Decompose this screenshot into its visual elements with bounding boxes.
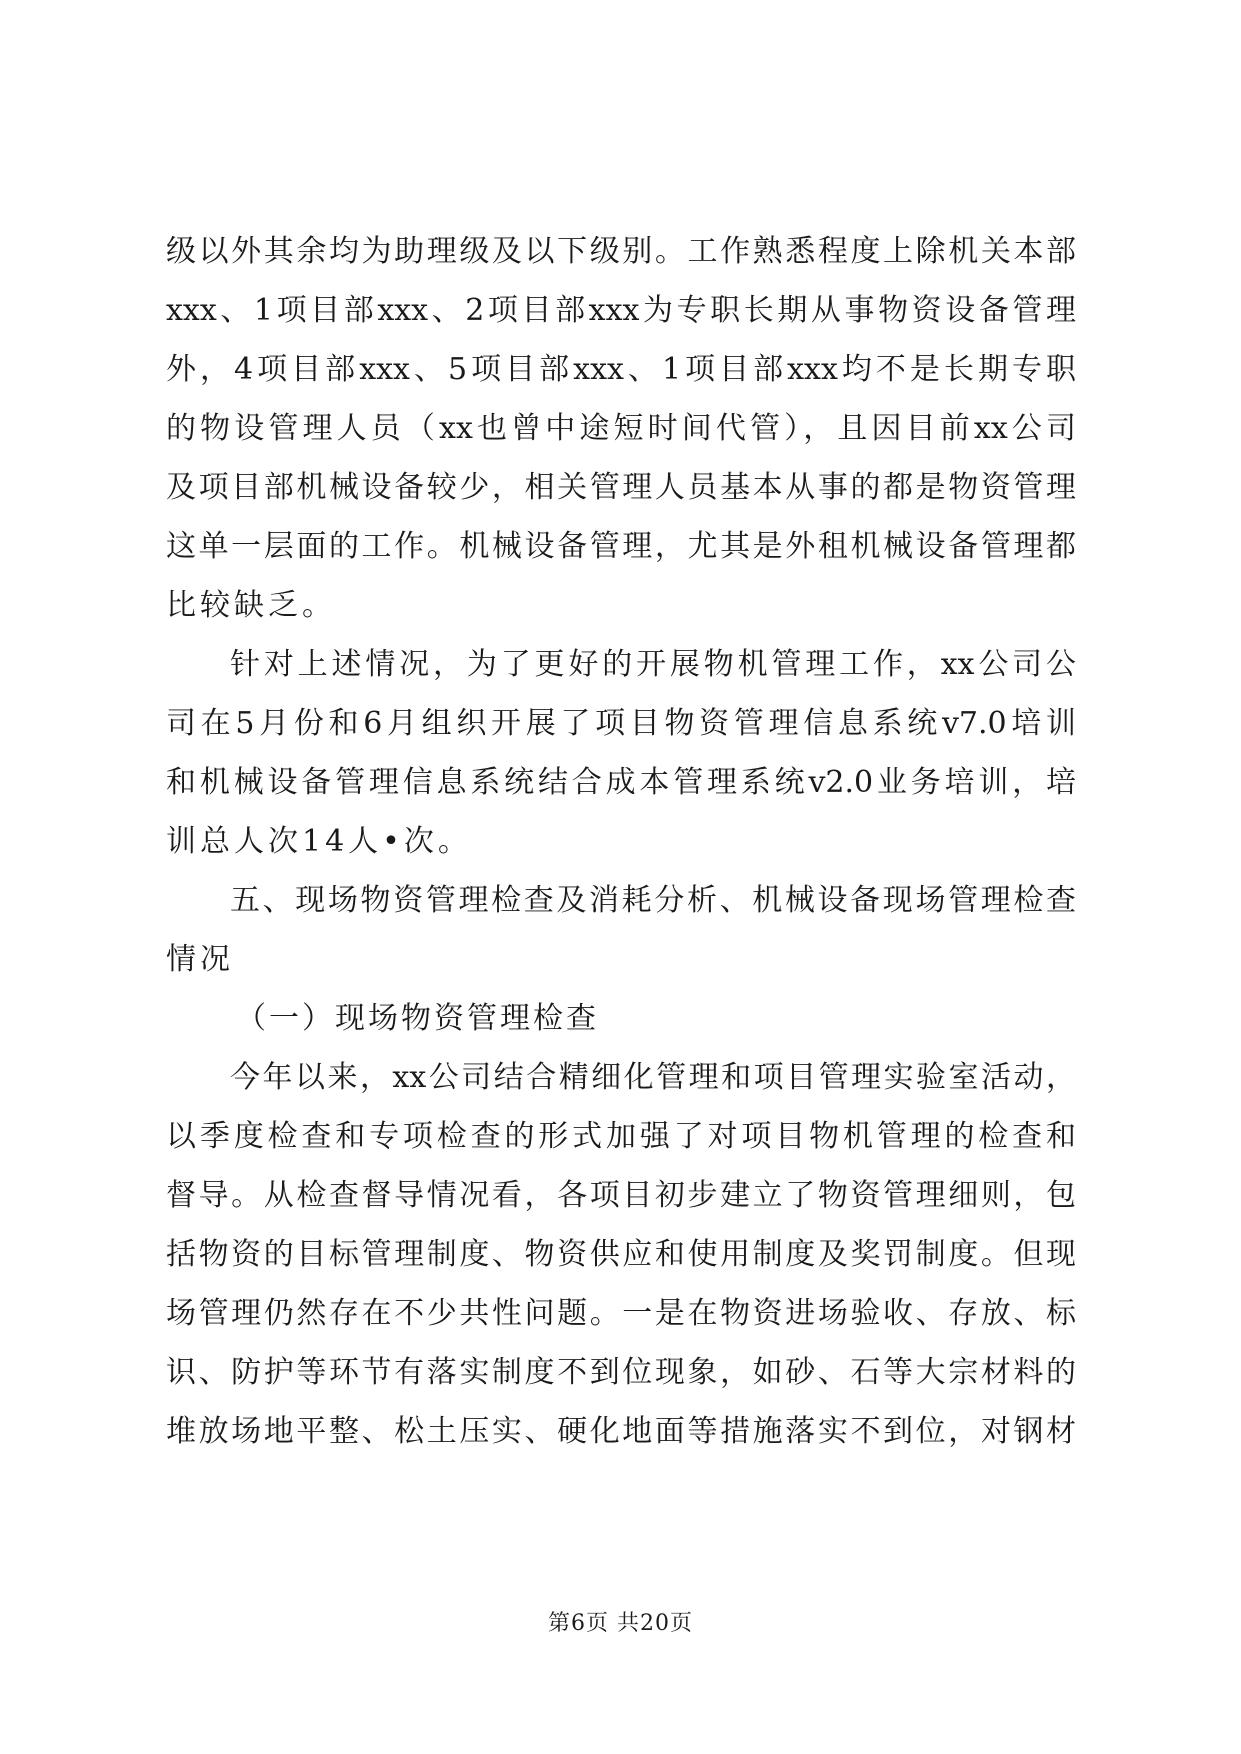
subsection-heading: （一）现场物资管理检查 — [236, 1001, 599, 1036]
section-heading-continued: 情况 — [166, 942, 234, 977]
text-line: 识、防护等环节有落实制度不到位现象，如砂、石等大宗材料的 — [166, 1355, 1076, 1390]
text-line: 和机械设备管理信息系统结合成本管理系统v2.0业务培训，培 — [166, 765, 1076, 800]
text-line: 及项目部机械设备较少，相关管理人员基本从事的都是物资管理 — [166, 470, 1076, 505]
text-line: 的物设管理人员（xx也曾中途短时间代管），且因目前xx公司 — [166, 411, 1076, 446]
document-body — [166, 222, 1076, 1461]
page-number-footer: 第6页 共20页 — [548, 1611, 693, 1636]
text-line: 括物资的目标管理制度、物资供应和使用制度及奖罚制度。但现 — [166, 1237, 1076, 1272]
text-line: 场管理仍然存在不少共性问题。一是在物资进场验收、存放、标 — [166, 1296, 1076, 1331]
text-line: 级以外其余均为助理级及以下级别。工作熟悉程度上除机关本部 — [166, 234, 1076, 269]
text-line: 训总人次14人•次。 — [166, 824, 472, 859]
paragraph-first-line: 今年以来，xx公司结合精细化管理和项目管理实验室活动， — [230, 1060, 1076, 1095]
text-line: 这单一层面的工作。机械设备管理，尤其是外租机械设备管理都 — [166, 529, 1076, 564]
text-line: 比较缺乏。 — [166, 588, 336, 623]
text-line: 堆放场地平整、松土压实、硬化地面等措施落实不到位，对钢材 — [166, 1414, 1076, 1449]
text-line: 司在5月份和6月组织开展了项目物资管理信息系统v7.0培训 — [166, 706, 1076, 741]
text-line: 以季度检查和专项检查的形式加强了对项目物机管理的检查和 — [166, 1119, 1076, 1154]
text-line: xxx、1项目部xxx、2项目部xxx为专职长期从事物资设备管理 — [166, 293, 1076, 328]
text-line: 外，4项目部xxx、5项目部xxx、1项目部xxx均不是长期专职 — [166, 352, 1076, 387]
paragraph-first-line: 针对上述情况，为了更好的开展物机管理工作，xx公司公 — [230, 647, 1076, 682]
text-line: 督导。从检查督导情况看，各项目初步建立了物资管理细则，包 — [166, 1178, 1076, 1213]
section-heading: 五、现场物资管理检查及消耗分析、机械设备现场管理检查 — [230, 883, 1076, 918]
